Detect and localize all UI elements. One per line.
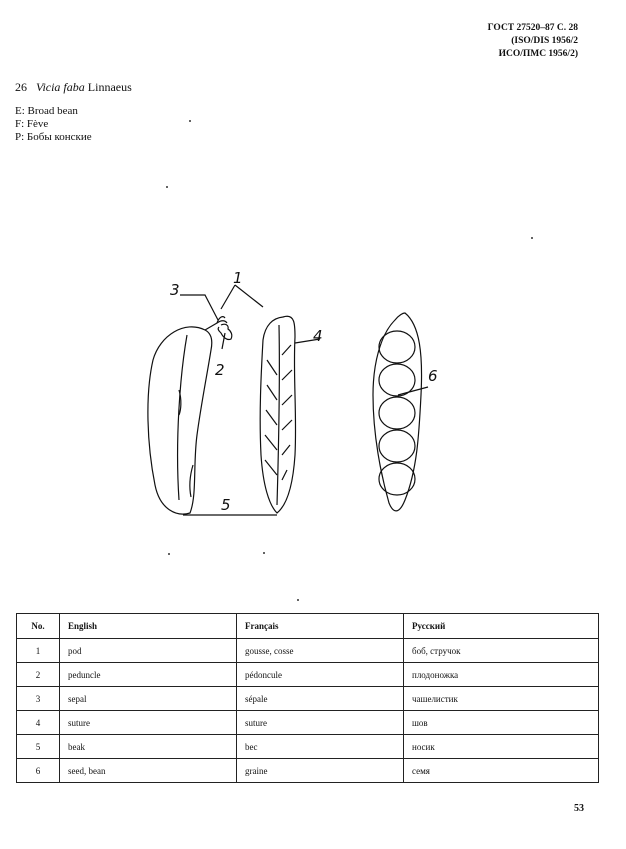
table-cell: 3 bbox=[17, 687, 60, 711]
table-cell: suture bbox=[237, 711, 404, 735]
callout-6: 6 bbox=[428, 367, 438, 385]
table-cell: sepal bbox=[60, 687, 237, 711]
table-cell: sépale bbox=[237, 687, 404, 711]
table-cell: 1 bbox=[17, 639, 60, 663]
table-cell: 2 bbox=[17, 663, 60, 687]
table-row bbox=[17, 759, 599, 783]
table-row bbox=[17, 639, 599, 663]
column-header: Русский bbox=[404, 614, 599, 639]
english-name: E: Broad bean bbox=[15, 105, 78, 117]
table-cell: чашелистик bbox=[404, 687, 599, 711]
table-cell: семя bbox=[404, 759, 599, 783]
french-name: F: Fève bbox=[15, 118, 49, 130]
table-cell: bec bbox=[237, 735, 404, 759]
table-cell: боб, стручок bbox=[404, 639, 599, 663]
common-names bbox=[15, 105, 92, 144]
column-header: No. bbox=[17, 614, 60, 639]
table-cell: 5 bbox=[17, 735, 60, 759]
callout-3: 3 bbox=[170, 281, 180, 299]
table-row bbox=[17, 663, 599, 687]
whole-pod-outline bbox=[148, 327, 212, 514]
table-cell: seed, bean bbox=[60, 759, 237, 783]
table-row bbox=[17, 687, 599, 711]
entry-number: 26 bbox=[15, 80, 27, 94]
header-line: ГОСТ 27520–87 С. 28 bbox=[487, 23, 578, 33]
seed-drawing bbox=[379, 397, 415, 429]
document-code-header bbox=[488, 22, 578, 61]
callout-5: 5 bbox=[221, 496, 231, 514]
column-header: Français bbox=[237, 614, 404, 639]
page-number: 53 bbox=[574, 803, 584, 814]
latin-name: Vicia faba bbox=[36, 80, 85, 94]
table-header-row bbox=[17, 614, 599, 639]
column-header: English bbox=[60, 614, 237, 639]
terms-table bbox=[16, 613, 599, 783]
author-name: Linnaeus bbox=[87, 80, 132, 94]
seed-drawing bbox=[379, 430, 415, 462]
header-line: ИСО/ПМС 1956/2) bbox=[498, 49, 578, 59]
whole-pod-back-edge bbox=[178, 335, 187, 500]
table-cell: плодоножка bbox=[404, 663, 599, 687]
table-cell: gousse, cosse bbox=[237, 639, 404, 663]
seed-drawing bbox=[379, 463, 415, 495]
russian-name: P: Бобы конские bbox=[15, 131, 92, 143]
table-cell: graine bbox=[237, 759, 404, 783]
callout-2: 2 bbox=[215, 361, 225, 379]
pod-suture-line bbox=[277, 325, 279, 505]
seed-drawing bbox=[379, 331, 415, 363]
table-cell: 6 bbox=[17, 759, 60, 783]
callout-1: 1 bbox=[233, 269, 243, 287]
entry-title bbox=[15, 80, 132, 95]
table-row bbox=[17, 711, 599, 735]
header-line: (ISO/DIS 1956/2 bbox=[511, 36, 578, 46]
bean-pod-illustration bbox=[135, 265, 455, 525]
peduncle-drawing bbox=[205, 321, 227, 330]
table-cell: 4 bbox=[17, 711, 60, 735]
table-cell: pédoncule bbox=[237, 663, 404, 687]
table-cell: peduncle bbox=[60, 663, 237, 687]
table-cell: pod bbox=[60, 639, 237, 663]
table-cell: шов bbox=[404, 711, 599, 735]
seed-drawing bbox=[379, 364, 415, 396]
callout-4: 4 bbox=[313, 327, 323, 345]
table-cell: suture bbox=[60, 711, 237, 735]
table-cell: beak bbox=[60, 735, 237, 759]
table-row bbox=[17, 735, 599, 759]
table-cell: носик bbox=[404, 735, 599, 759]
